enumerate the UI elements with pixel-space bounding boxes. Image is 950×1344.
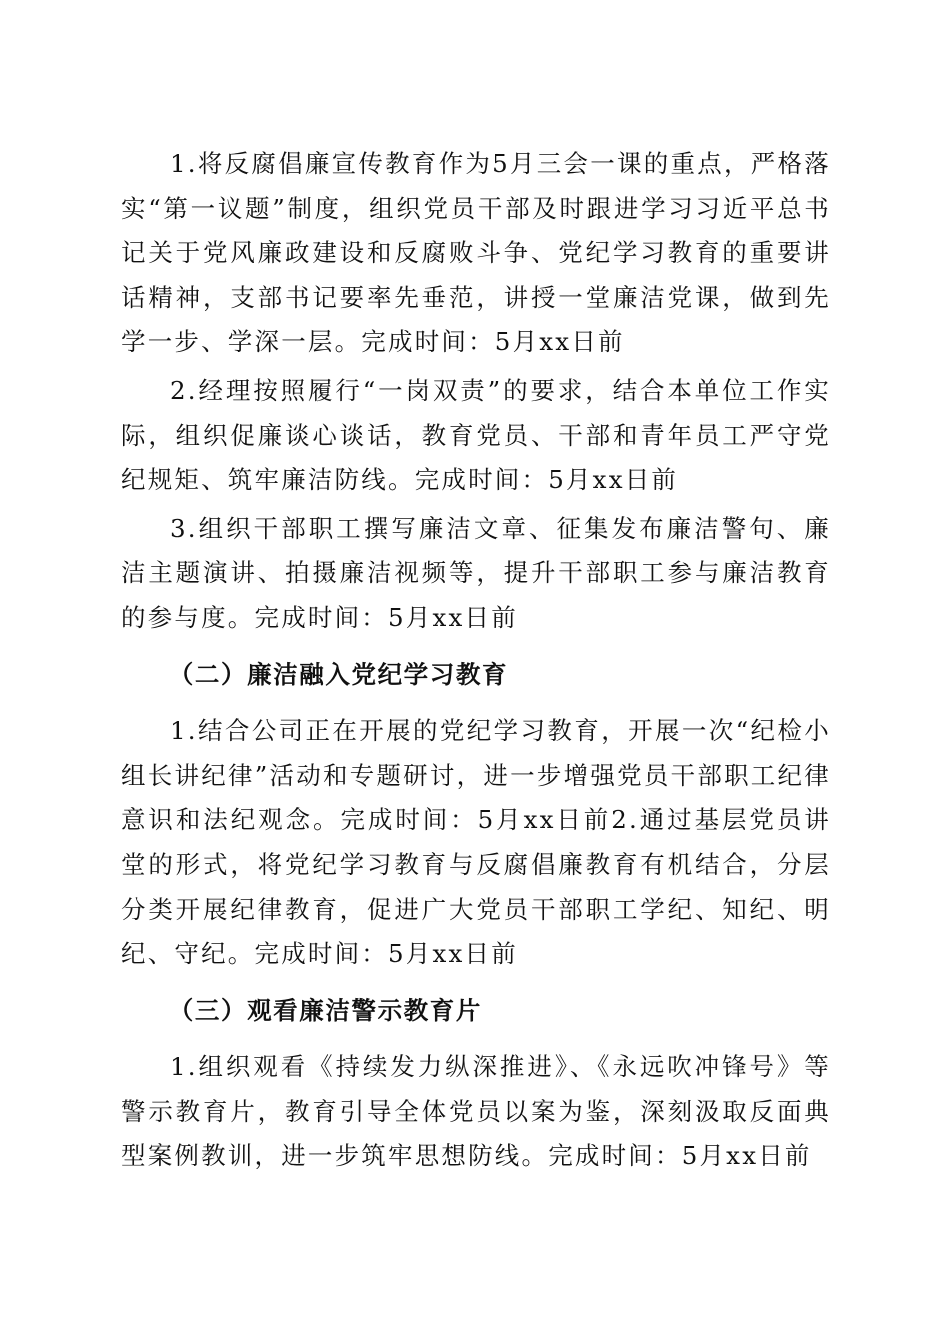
paragraph-item-2: 2.经理按照履行“一岗双责”的要求，结合本单位工作实际，组织促廉谈心谈话，教育党员、干部和青年员工严守党纪规矩、筑牢廉洁防线。完成时间：5月xx日前 — [121, 375, 831, 495]
document-body — [121, 142, 831, 1179]
paragraph-item-3: 3.组织干部职工撰写廉洁文章、征集发布廉洁警句、廉洁主题演讲、拍摄廉洁视频等，提升干部职工参与廉洁教育的参与度。完成时间：5月xx日前 — [121, 513, 831, 632]
paragraph-item-4: 1.结合公司正在开展的党纪学习教育，开展一次“纪检小组长讲纪律”活动和专题研讨，进一步增强党员干部职工纪律意识和法纪观念。完成时间：5月xx日前2.通过基层党员讲堂的形式，将党纪学习教育与反腐倡廉教育有机结合，分层分类开展纪律教育，促进广大党员干部职工学纪、知纪、明纪、守纪。完成时间：5月xx日前 — [121, 716, 831, 969]
paragraph-item-5: 1.组织观看《持续发力纵深推进》、《永远吹冲锋号》等警示教育片，教育引导全体党员以案为鉴，深刻汲取反面典型案例教训，进一步筑牢思想防线。完成时间：5月xx日前 — [121, 1052, 831, 1171]
paragraph-item-1: 1.将反腐倡廉宣传教育作为5月三会一课的重点，严格落实“第一议题”制度，组织党员干部及时跟进学习习近平总书记关于党风廉政建设和反腐败斗争、党纪学习教育的重要讲话精神，支部书记要率先垂范，讲授一堂廉洁党课，做到先学一步、学深一层。完成时间：5月xx日前 — [121, 149, 831, 357]
section-heading-2: （二）廉洁融入党纪学习教育 — [168, 659, 509, 689]
section-heading-3: （三）观看廉洁警示教育片 — [168, 995, 482, 1025]
